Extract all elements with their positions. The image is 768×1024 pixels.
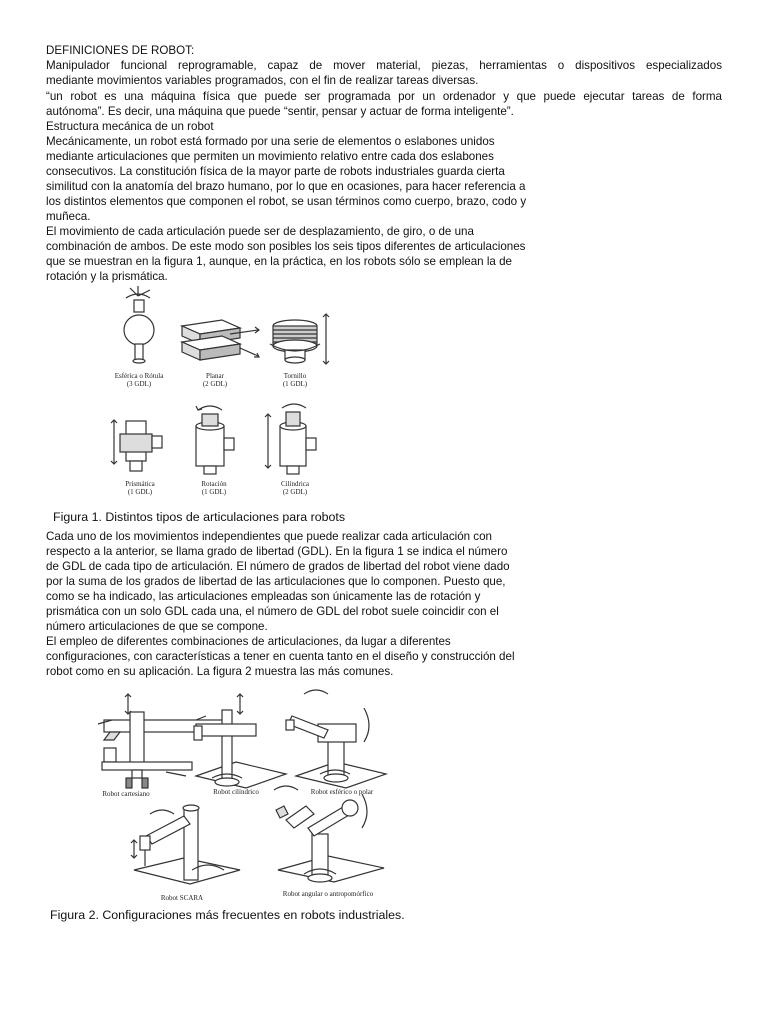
figure-1-caption: Figura 1. Distintos tipos de articulaciones para robots xyxy=(53,510,346,524)
label-cilindrica-gdl: (2 GDL) xyxy=(282,488,308,496)
paragraph-line: Mecánicamente, un robot está formado por una serie de elementos o eslabones unidos xyxy=(46,135,495,148)
figure-2-robot-configurations xyxy=(46,680,422,902)
paragraph-line: número articulaciones de que se compone. xyxy=(46,620,268,633)
cylindrical-joint-illustration xyxy=(265,404,316,474)
paragraph-line: Cada uno de los movimientos independientes que puede realizar cada articulación con xyxy=(46,530,493,543)
section-heading-definiciones: DEFINICIONES DE ROBOT: xyxy=(46,44,195,57)
label-prismatica: Prismática xyxy=(125,480,155,488)
figure-1-drawing xyxy=(90,286,390,504)
label-robot-scara: Robot SCARA xyxy=(160,894,204,902)
spherical-joint-illustration xyxy=(124,286,154,363)
paragraph-line: prismática con un solo GDL cada una, el número de GDL del robot suele coincidir con el xyxy=(46,605,499,618)
label-tornillo-gdl: (1 GDL) xyxy=(282,380,308,388)
label-robot-cartesiano: Robot cartesiano xyxy=(102,790,150,798)
label-esferica-gdl: (3 GDL) xyxy=(126,380,152,388)
label-robot-cilindrico: Robot cilíndrico xyxy=(213,788,259,796)
figure-1-joint-types xyxy=(90,286,390,504)
paragraph-line: de GDL de cada tipo de articulación. El número de grados de libertad del robot viene dado xyxy=(46,560,510,573)
label-tornillo: Tornillo xyxy=(283,372,307,380)
label-planar-gdl: (2 GDL) xyxy=(202,380,228,388)
paragraph-line: rotación y la prismática. xyxy=(46,270,168,283)
label-cilindrica: Cilíndrica xyxy=(281,480,309,488)
figure-2-caption: Figura 2. Configuraciones más frecuentes en robots industriales. xyxy=(50,908,405,922)
paragraph-line: Manipulador funcional reprogramable, capaz de mover material, piezas, herramientas o dispositivos especializados xyxy=(46,59,722,72)
paragraph-line: El movimiento de cada articulación puede ser de desplazamiento, de giro, o de una xyxy=(46,225,474,238)
paragraph-line: combinación de ambos. De este modo son posibles los seis tipos diferentes de articulaciones xyxy=(46,240,526,253)
planar-joint-illustration xyxy=(182,320,259,360)
label-rotacion-gdl: (1 GDL) xyxy=(201,488,227,496)
polar-robot-illustration xyxy=(286,690,386,788)
cylindrical-robot-illustration xyxy=(194,694,286,788)
revolute-joint-illustration xyxy=(196,406,234,474)
label-robot-esferico: Robot esférico o polar xyxy=(310,788,374,796)
section-heading-estructura: Estructura mecánica de un robot xyxy=(46,120,214,133)
paragraph-line: muñeca. xyxy=(46,210,91,223)
scara-robot-illustration xyxy=(131,805,240,884)
paragraph-line: similitud con la anatomía del brazo humano, por lo que en ocasiones, para hacer referencia a xyxy=(46,180,526,193)
label-robot-angular: Robot angular o antropomórfico xyxy=(282,890,374,898)
paragraph-line: mediante articulaciones que permiten un movimiento relativo entre cada dos eslabones xyxy=(46,150,494,163)
paragraph-line: “un robot es una máquina física que puede ser programada por un ordenador y que puede ejecutar tareas de forma xyxy=(46,90,722,103)
paragraph-line: por la suma de los grados de libertad de las articulaciones que lo componen. Puesto que, xyxy=(46,575,506,588)
label-rotacion: Rotación xyxy=(201,480,227,488)
paragraph-line: como se ha indicado, las articulaciones empleadas son únicamente las de rotación y xyxy=(46,590,481,603)
paragraph-line: autónoma”. Es decir, una máquina que puede “sentir, pensar y actuar de forma inteligente”. xyxy=(46,105,514,118)
paragraph-line: robot como en su aplicación. La figura 2 muestra las más comunes. xyxy=(46,665,394,678)
paragraph-line: consecutivos. La constitución física de la mayor parte de robots industriales guarda cierta xyxy=(46,165,505,178)
figure-2-drawing xyxy=(46,680,422,902)
label-esferica: Esférica o Rótula xyxy=(114,372,164,380)
label-prismatica-gdl: (1 GDL) xyxy=(127,488,153,496)
articulated-robot-illustration xyxy=(274,786,384,882)
paragraph-line: configuraciones, con características a tener en cuenta tanto en el diseño y construcción del xyxy=(46,650,515,663)
prismatic-joint-illustration xyxy=(111,420,162,471)
label-planar: Planar xyxy=(206,372,224,380)
paragraph-line: El empleo de diferentes combinaciones de articulaciones, da lugar a diferentes xyxy=(46,635,451,648)
paragraph-line: mediante movimientos variables programados, con el fin de realizar tareas diversas. xyxy=(46,74,479,87)
paragraph-line: que se muestran en la figura 1, aunque, en la práctica, en los robots sólo se emplean la de xyxy=(46,255,512,268)
screw-joint-illustration xyxy=(270,314,329,364)
paragraph-line: respecto a la anterior, se llama grado de libertad (GDL). En la figura 1 se indica el número xyxy=(46,545,508,558)
paragraph-line: los distintos elementos que componen el robot, se usan términos como cuerpo, brazo, codo y xyxy=(46,195,527,208)
